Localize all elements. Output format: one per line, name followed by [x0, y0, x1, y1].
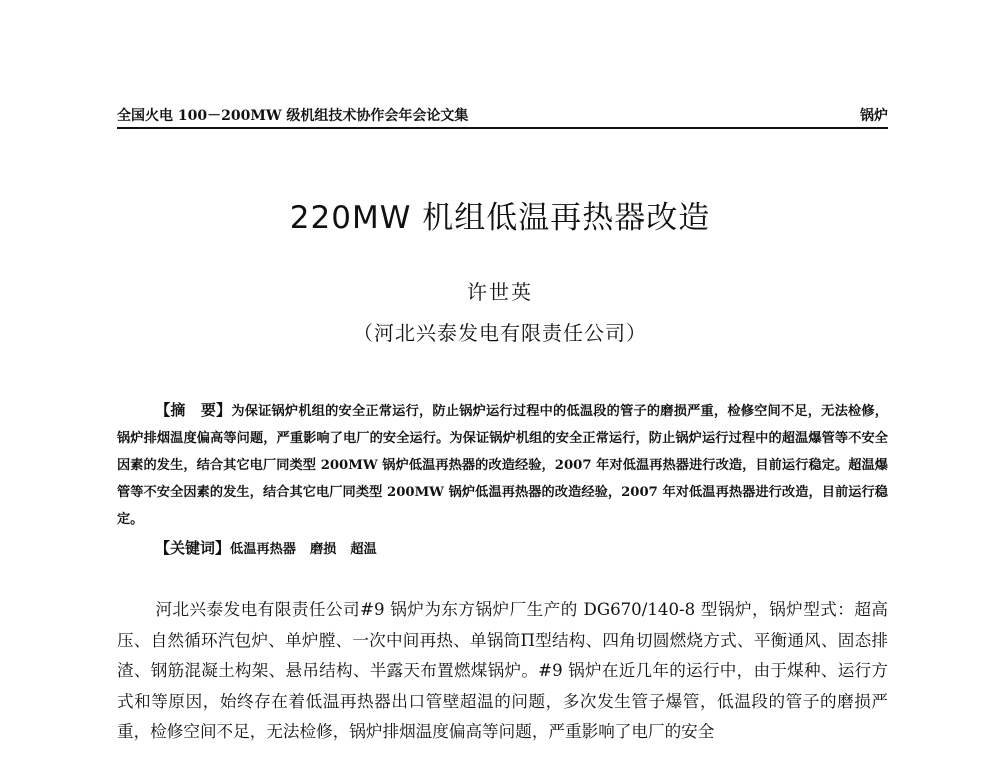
body-paragraph-text: 河北兴泰发电有限责任公司#9 锅炉为东方锅炉厂生产的 DG670/140-8 型锅炉，锅炉型式：超高压、自然循环汽包炉、单炉膛、一次中间再热、单锅筒П型结构、四角切圆燃烧方式、平衡通风、固态排渣、钢筋混凝土构架、悬吊结构、半露天布置燃煤锅炉。#9 锅炉在近几年的运行中，由于煤种、运行方式和等原因，始终存在着低温再热器出口管壁超温的问题，多次发生管子爆管，低温段的管子的磨损严重，检修空间不足，无法检修，锅炉排烟温度偏高等问题，严重影响了电厂的安全	[117, 600, 888, 741]
keyword-item: 低温再热器	[230, 542, 296, 557]
header-section-label: 锅炉	[860, 108, 888, 124]
body-paragraph	[117, 595, 888, 748]
header-proceedings-title: 全国火电 100－200MW 级机组技术协作会年会论文集	[117, 108, 469, 124]
paper-title: 220MW 机组低温再热器改造	[289, 200, 711, 236]
keywords-label: 【关键词】	[155, 539, 231, 557]
abstract-label: 【摘 要】	[155, 401, 232, 419]
keyword-item: 磨损	[309, 542, 337, 557]
keywords-block	[155, 537, 391, 558]
running-header	[117, 103, 888, 129]
keyword-item: 超温	[350, 542, 377, 557]
abstract-text: 为保证锅炉机组的安全正常运行，防止锅炉运行过程中的低温段的管子的磨损严重，检修空间不足，无法检修，锅炉排烟温度偏高等问题，严重影响了电厂的安全运行。为保证锅炉机组的安全正常运行，防止锅炉运行过程中的超温爆管等不安全因素的发生，结合其它电厂同类型 200MW 锅炉低温再热器的改造经验，2007 年对低温再热器进行改造，目前运行稳定。超温爆管等不安全因素的发生，结合其它电厂同类型 200MW 锅炉低温再热器的改造经验，2007 年对低温再热器进行改造，目前运行稳定。	[117, 404, 888, 527]
abstract-block	[117, 397, 888, 533]
author-name: 许世英	[467, 280, 533, 304]
author-affiliation: （河北兴泰发电有限责任公司）	[353, 321, 647, 345]
